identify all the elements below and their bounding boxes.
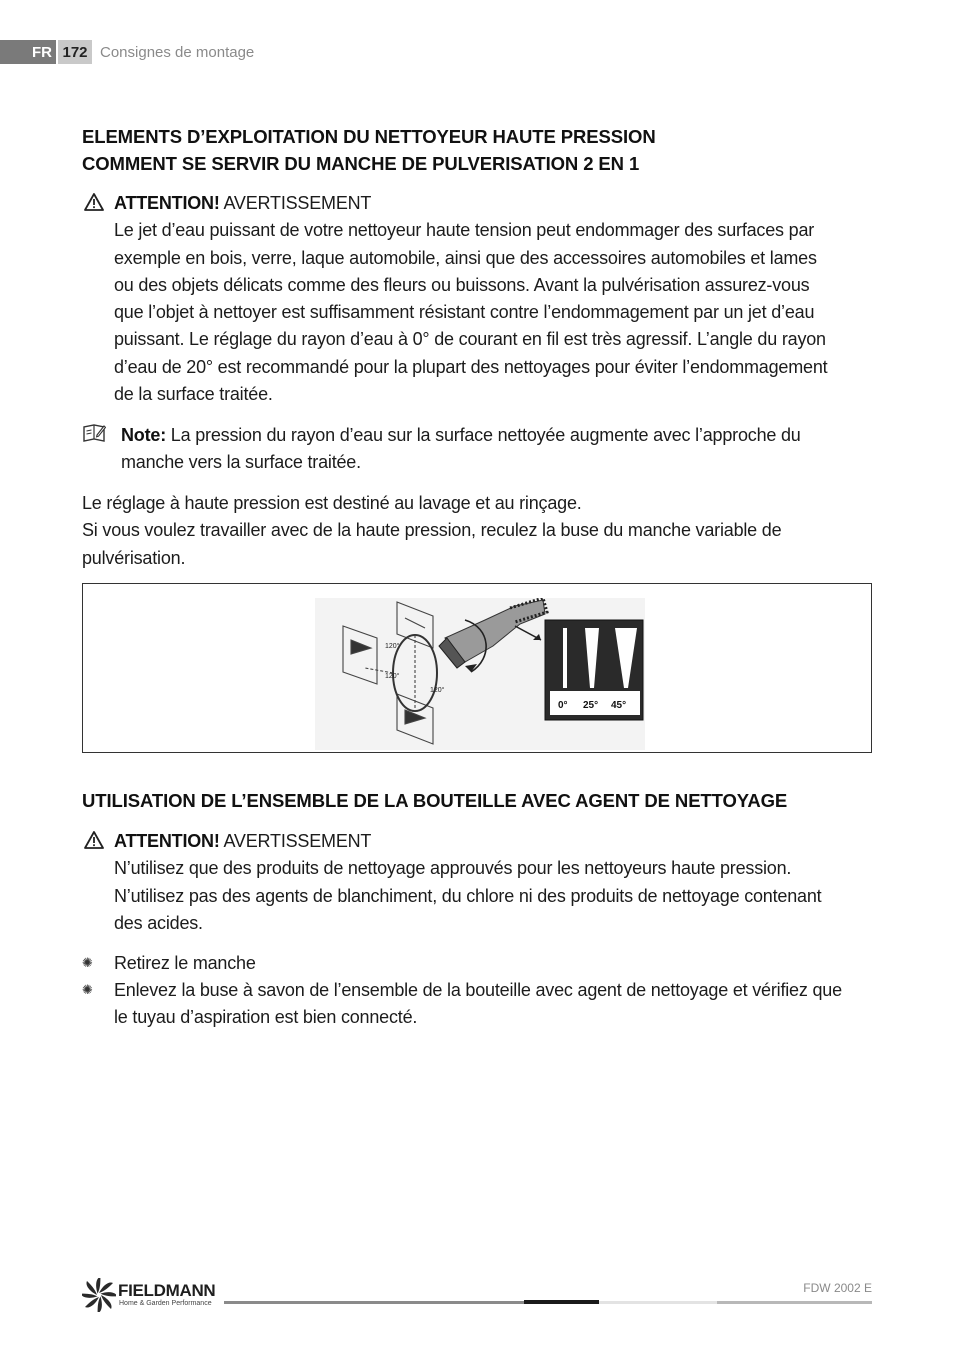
warning-line: N’utilisez que des produits de nettoyage approuvés pour les nettoyeurs haute pression. <box>114 858 792 879</box>
warning-title <box>114 828 821 855</box>
warning-line: de la surface traitée. <box>114 384 273 405</box>
heading-operation <box>82 123 656 177</box>
note-text: La pression du rayon d’eau sur la surface nettoyée augmente avec l’approche du <box>166 425 801 445</box>
note-block <box>121 422 801 477</box>
heading-bottle: UTILISATION DE L’ENSEMBLE DE LA BOUTEILLE AVEC AGENT DE NETTOYAGE <box>82 790 788 811</box>
list-item-line: Enlevez la buse à savon de l’ensemble de la bouteille avec agent de nettoyage et vérifiez que <box>114 980 842 1000</box>
page-header <box>0 40 254 64</box>
list-item-line: le tuyau d’aspiration est bien connecté. <box>114 1007 418 1028</box>
warning-line: des acides. <box>114 912 203 933</box>
warning-block-2 <box>114 828 821 937</box>
bullet-icon: ✺ <box>82 955 93 970</box>
nozzle-diagram <box>315 598 645 750</box>
brand-tagline: Home & Garden Performance <box>119 1300 212 1307</box>
angle-label: 120° <box>385 673 400 680</box>
fieldmann-logo-icon <box>82 1278 116 1312</box>
footer-rule-segment <box>717 1301 872 1304</box>
warning-sub: AVERTISSEMENT <box>219 193 372 213</box>
footer-rule-segment <box>224 1301 524 1304</box>
brand-name: FIELDMANN <box>118 1281 216 1300</box>
angle-label: 120° <box>430 687 445 694</box>
nozzle-label: 25° <box>583 700 599 711</box>
footer-rule-segment <box>524 1300 599 1304</box>
warning-line: Le jet d’eau puissant de votre nettoyeur haute tension peut endommager des surfaces par <box>114 220 815 241</box>
nozzle-label: 0° <box>558 700 568 711</box>
warning-label: ATTENTION! <box>114 831 220 851</box>
warning-line: exemple en bois, verre, laque automobile, ainsi que des accessoires automobiles et lames <box>114 247 817 268</box>
model-number: FDW 2002 E <box>803 1281 872 1295</box>
figure-box <box>82 583 872 753</box>
warning-line: N’utilisez pas des agents de blanchiment, du chlore ni des produits de nettoyage contenant <box>114 885 822 906</box>
list-item <box>114 977 842 1032</box>
heading-line: COMMENT SE SERVIR DU MANCHE DE PULVERISATION 2 EN 1 <box>82 153 640 174</box>
warning-line: ou des objets délicats comme des fleurs ou buissons. Avant la pulvérisation assurez-vous <box>114 274 810 295</box>
paragraph-line: pulvérisation. <box>82 547 186 568</box>
angle-label: 120° <box>385 643 400 650</box>
section-title: Consignes de montage <box>100 43 255 61</box>
note-label: Note: <box>121 425 166 445</box>
note-icon <box>82 424 106 443</box>
bullet-icon: ✺ <box>82 982 93 997</box>
warning-line: d’eau de 20° est recommandé pour la plupart des nettoyages pour éviter l’endommagement <box>114 356 828 377</box>
warning-sub: AVERTISSEMENT <box>219 831 372 851</box>
warning-title <box>114 190 827 217</box>
warning-block-1 <box>114 190 827 408</box>
paragraph-line: Si vous voulez travailler avec de la haute pression, reculez la buse du manche variable de <box>82 520 782 541</box>
footer-rule-segment <box>599 1301 717 1304</box>
warning-icon <box>84 193 104 211</box>
language-tab: FR <box>0 40 56 64</box>
heading-line: ELEMENTS D’EXPLOITATION DU NETTOYEUR HAUTE PRESSION <box>82 126 656 147</box>
list-item: Retirez le manche <box>114 953 256 973</box>
note-line <box>121 422 801 449</box>
paragraph-line: Le réglage à haute pression est destiné au lavage et au rinçage. <box>82 493 582 513</box>
warning-icon <box>84 831 104 849</box>
warning-line: que l’objet à nettoyer est suffisamment résistant contre l’endommagement par un jet d’eau <box>114 302 815 323</box>
paragraph-high-pressure <box>82 490 781 572</box>
warning-label: ATTENTION! <box>114 193 220 213</box>
page-number: 172 <box>58 40 92 64</box>
warning-line: puissant. Le réglage du rayon d’eau à 0° de courant en fil est très agressif. L’angle du rayon <box>114 329 826 350</box>
note-line: manche vers la surface traitée. <box>121 452 361 473</box>
nozzle-label: 45° <box>611 700 627 711</box>
